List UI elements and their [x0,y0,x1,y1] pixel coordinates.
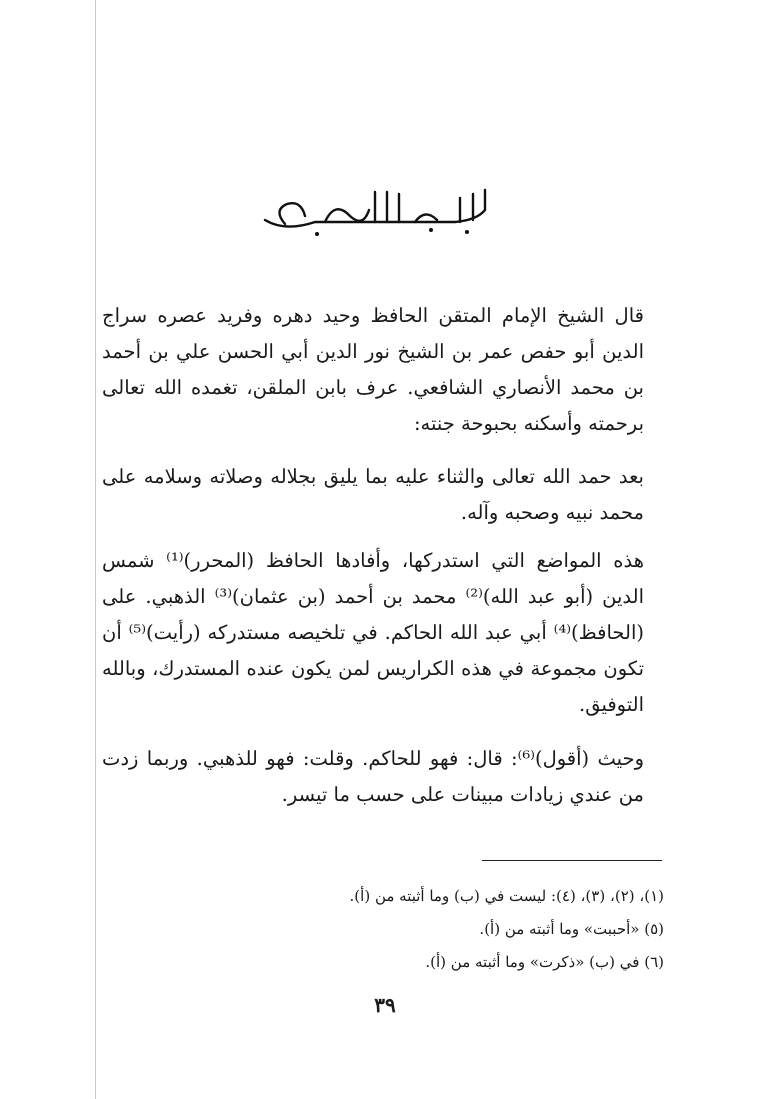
basmala-calligraphy-icon [255,180,495,242]
intro-text: قال الشيخ الإمام المتقن الحافظ وحيد دهره وفريد عصره سراج الدين أبو حفص عمر بن الشيخ نور الدين أبي الحسن علي بن أحمد بن محمد الأنصاري الشافعي. عرف بابن الملقن، تغمده الله تعالى برحمته وأسكنه بحبوحة جنته: [102,304,644,435]
footnote-3: (٦) في (ب) «ذكرت» وما أثبته من (أ). [425,953,664,971]
praise-text: بعد حمد الله تعالى والثناء عليه بما يليق بجلاله وصلاته وسلامه على محمد نبيه وصحبه وآله. [102,465,644,524]
page-number: ٣٩ [374,993,396,1017]
basmala-calligraphy [255,180,495,242]
footnote-2: (٥) «أحببت» وما أثبته من (أ). [479,920,664,938]
footnote-separator [482,860,662,861]
footnote-1: (١)، (٢)، (٣)، (٤): ليست في (ب) وما أثبته من (أ). [349,887,664,905]
purpose-paragraph [102,543,666,723]
purpose-text: هذه المواضع التي استدركها، وأفادها الحافظ (المحرر)⁽¹⁾ شمس الدين (أبو عبد الله)⁽²⁾ محمد بن أحمد (بن عثمان)⁽³⁾ الذهبي. على (الحافظ)⁽⁴⁾ أبي عبد الله الحاكم. في تلخيصه مستدركه (رأيت)⁽⁵⁾ أن تكون مجموعة في هذه الكراريس لمن يكون عنده المستدرك، وبالله التوفيق. [102,549,644,716]
method-text: وحيث (أقول)⁽⁶⁾: قال: فهو للحاكم. وقلت: فهو للذهبي. وربما زدت من عندي زيادات مبينات على حسب ما تيسر. [102,747,645,806]
praise-paragraph [102,459,666,531]
page-edge-line [95,0,96,1099]
method-paragraph [102,741,666,813]
footnotes [200,880,664,979]
intro-paragraph [102,298,666,442]
